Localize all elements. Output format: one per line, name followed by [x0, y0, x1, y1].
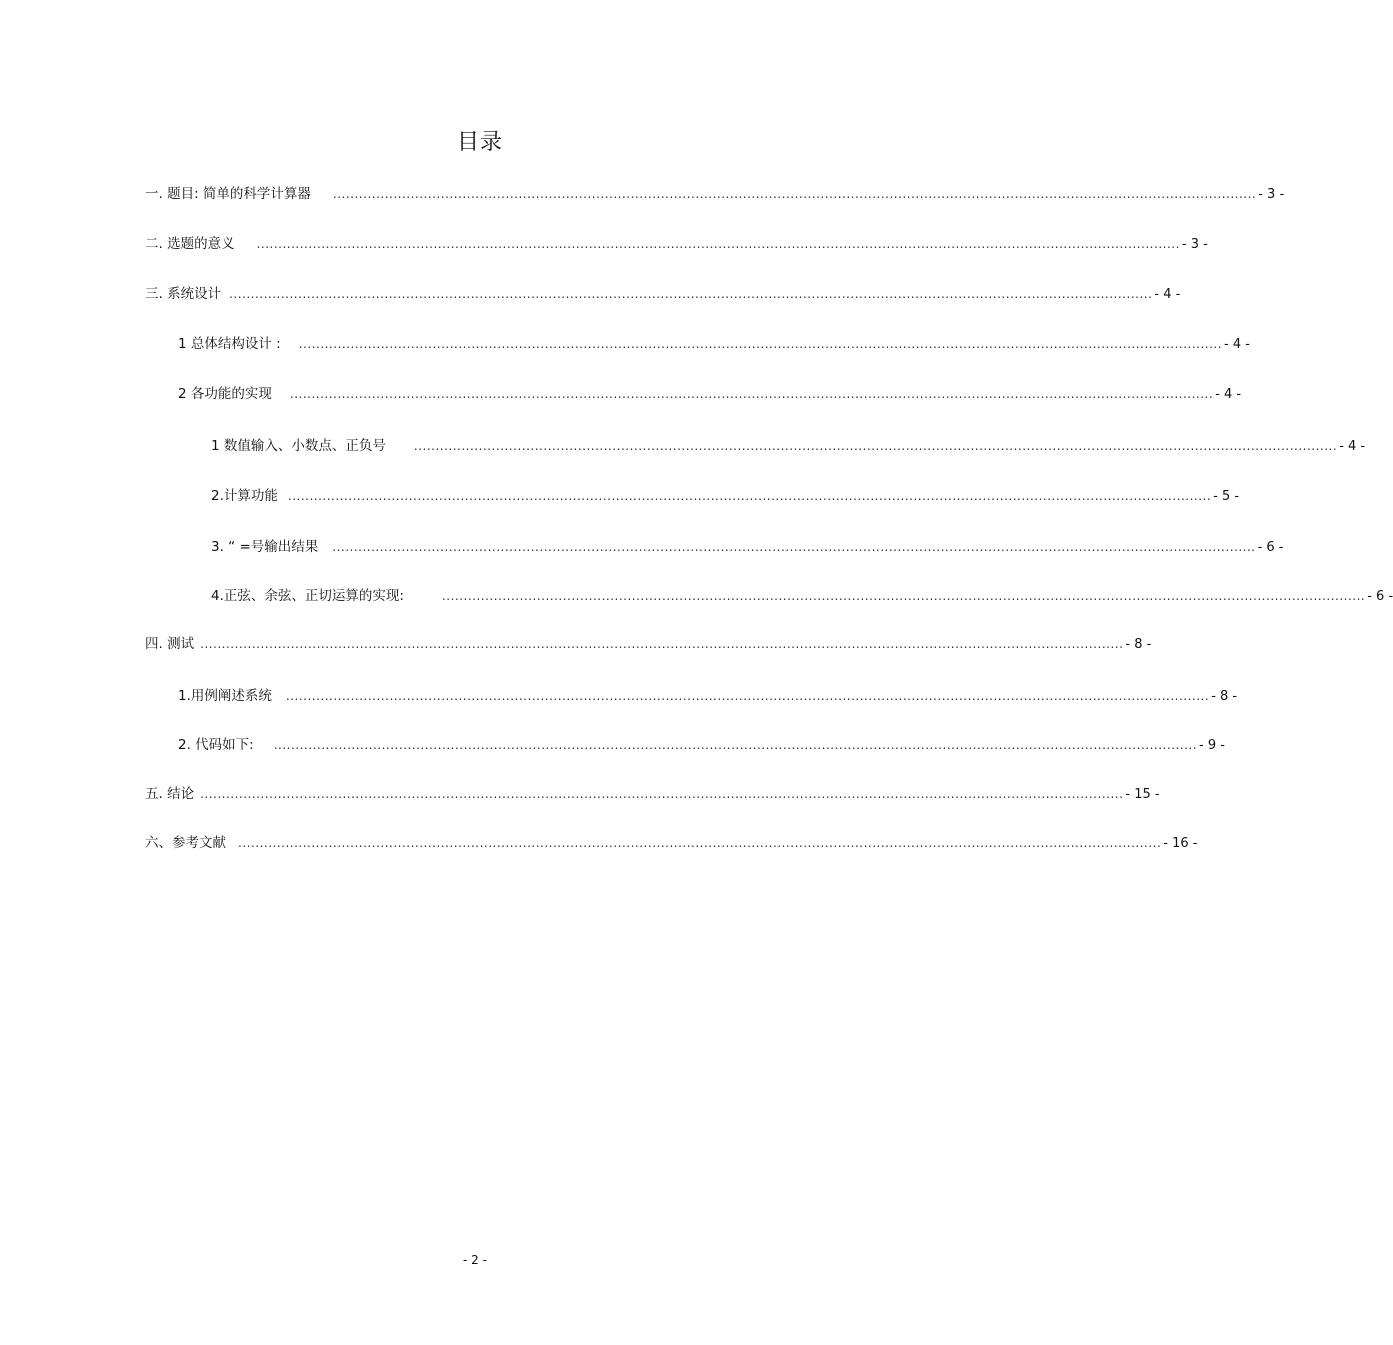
toc-entry-label: 4.正弦、余弦、正切运算的实现:: [211, 588, 404, 604]
toc-entry-conclusion[interactable]: [145, 782, 1160, 802]
toc-entry-title[interactable]: [145, 182, 1285, 202]
dot-leader: ......................................................................................................................................................................................................................: [273, 738, 1198, 752]
toc-entry-testing[interactable]: [145, 632, 1152, 652]
toc-page-number: - 6 -: [1367, 589, 1393, 604]
toc-entry-features[interactable]: [178, 382, 1242, 402]
toc-page-number: - 6 -: [1257, 540, 1284, 555]
toc-page-number: - 4 -: [1339, 439, 1366, 454]
toc-page-number: - 16 -: [1163, 836, 1198, 851]
dot-leader: ......................................................................................................................................................................................................................: [289, 387, 1214, 401]
toc-entry-significance[interactable]: [145, 232, 1208, 252]
toc-page-number: - 8 -: [1211, 689, 1238, 704]
toc-entry-label: 1 数值输入、小数点、正负号: [211, 438, 386, 454]
toc-entry-label: 四. 测试: [145, 636, 195, 652]
toc-page-number: - 4 -: [1215, 387, 1242, 402]
toc-entry-system-design[interactable]: [145, 282, 1181, 302]
dot-leader: ......................................................................................................................................................................................................................: [256, 237, 1180, 251]
dot-leader: ......................................................................................................................................................................................................................: [298, 337, 1223, 351]
toc-page-number: - 4 -: [1154, 287, 1181, 302]
toc-page-number: - 3 -: [1181, 237, 1208, 252]
toc-entry-label: 二. 选题的意义: [145, 236, 235, 252]
toc-entry-code[interactable]: [178, 733, 1225, 753]
toc-entry-number-input[interactable]: [211, 434, 1366, 454]
dot-leader: ......................................................................................................................................................................................................................: [332, 540, 1256, 554]
toc-page-number: - 9 -: [1199, 738, 1225, 753]
toc-entry-label: 1 总体结构设计 :: [178, 336, 281, 352]
dot-leader: ......................................................................................................................................................................................................................: [287, 489, 1212, 503]
toc-entry-label: 2. 代码如下:: [178, 737, 254, 753]
toc-entry-label: 一. 题目: 简单的科学计算器: [145, 186, 311, 202]
toc-page-number: - 15 -: [1125, 787, 1160, 802]
dot-leader: ......................................................................................................................................................................................................................: [238, 836, 1162, 850]
toc-entry-label: 三. 系统设计: [145, 286, 222, 302]
toc-page-number: - 8 -: [1125, 637, 1152, 652]
toc-entry-label: 2 各功能的实现: [178, 386, 272, 402]
page-title: 目录: [456, 130, 503, 155]
toc-entry-overall-structure[interactable]: [178, 332, 1250, 352]
toc-page-number: - 5 -: [1213, 489, 1240, 504]
toc-entry-references[interactable]: [145, 831, 1198, 851]
dot-leader: ......................................................................................................................................................................................................................: [229, 287, 1153, 301]
toc-entry-equals-output[interactable]: [211, 535, 1284, 555]
toc-entry-label: 3. “ =号输出结果: [211, 539, 319, 555]
dot-leader: ......................................................................................................................................................................................................................: [332, 187, 1257, 201]
dot-leader: ......................................................................................................................................................................................................................: [200, 637, 1124, 651]
toc-entry-use-cases[interactable]: [178, 684, 1238, 704]
dot-leader: ......................................................................................................................................................................................................................: [413, 439, 1338, 453]
toc-entry-label: 六、参考文献: [145, 835, 226, 851]
toc-entry-label: 2.计算功能: [211, 488, 278, 504]
dot-leader: ......................................................................................................................................................................................................................: [200, 787, 1124, 801]
dot-leader: ......................................................................................................................................................................................................................: [285, 689, 1210, 703]
toc-entry-calculation[interactable]: [211, 484, 1240, 504]
footer-page-number: - 2 -: [463, 1253, 487, 1267]
toc-entry-label: 五. 结论: [145, 786, 195, 802]
toc-page-number: - 4 -: [1224, 337, 1250, 352]
toc-entry-label: 1.用例阐述系统: [178, 688, 272, 704]
dot-leader: ......................................................................................................................................................................................................................: [441, 589, 1366, 603]
toc-page-number: - 3 -: [1258, 187, 1285, 202]
toc-entry-trig-functions[interactable]: [211, 584, 1393, 604]
